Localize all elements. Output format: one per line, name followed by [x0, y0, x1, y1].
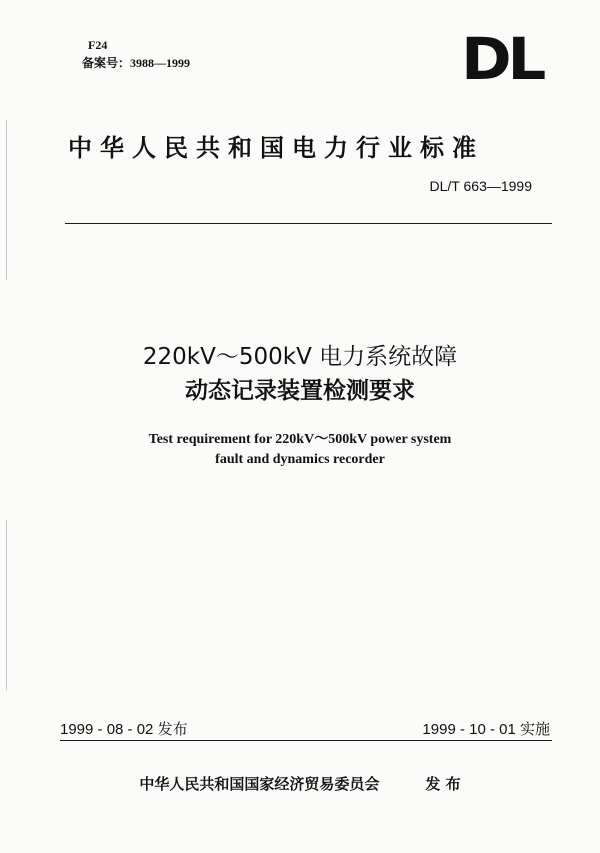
title-en-line1: Test requirement for 220kV～500kV power system	[148, 432, 452, 447]
standard-category-title: 中华人民共和国电力行业标准	[68, 134, 484, 162]
publisher-name: 中华人民共和国国家经济贸易委员会	[139, 775, 380, 793]
title-en-line2: fault and dynamics recorder	[215, 452, 385, 467]
top-divider	[65, 223, 552, 224]
publish-action: 发 布	[425, 775, 461, 793]
publisher-line	[0, 773, 600, 794]
classification-code: F24	[88, 38, 108, 52]
issue-date: 1999 - 08 - 02 发布	[60, 721, 188, 738]
scan-edge-mark	[6, 520, 7, 690]
dl-logo: DL	[461, 25, 542, 93]
implementation-date: 1999 - 10 - 01 实施	[422, 721, 550, 738]
record-number: 备案号：3988—1999	[82, 56, 191, 70]
scan-edge-mark	[6, 120, 7, 280]
standard-number: DL/T 663—1999	[429, 178, 532, 194]
bottom-divider	[60, 740, 552, 741]
title-zh-line2: 动态记录装置检测要求	[185, 378, 415, 404]
title-zh-line1: 220kV～500kV 电力系统故障	[142, 344, 458, 370]
